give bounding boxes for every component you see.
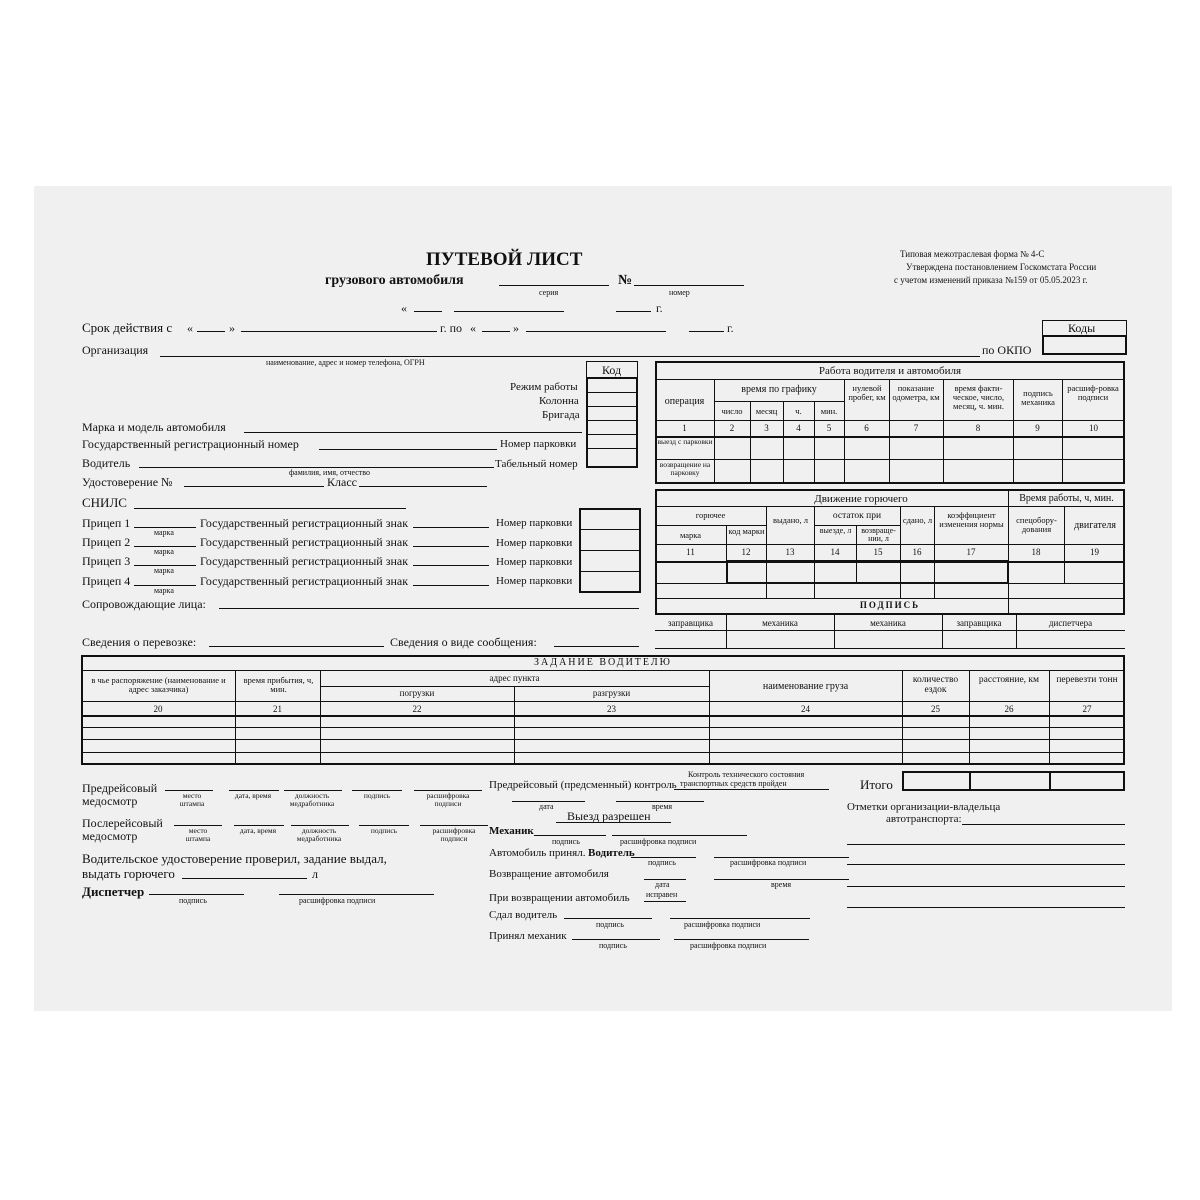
fuel-brand: марка	[679, 530, 702, 540]
car-accepted-label: Автомобиль принял.	[489, 847, 586, 859]
fuel-num: 18	[1031, 547, 1041, 557]
brand-model-label: Марка и модель автомобиля	[82, 420, 226, 434]
mechanic-decode-cap: расшифровка подписи	[620, 837, 697, 846]
sign-mechanic-1: механика	[762, 618, 798, 628]
task-line	[81, 701, 1125, 702]
kod-label: Код	[602, 363, 622, 377]
work-actual-time: время факти-ческое, число, месяц, ч. мин.	[952, 383, 1005, 411]
mechanic-decode[interactable]	[612, 835, 747, 836]
work-line	[655, 420, 1125, 421]
signatures-title: ПОДПИСЬ	[859, 600, 921, 610]
handed-driver-sign[interactable]	[564, 918, 652, 919]
dispatcher-decode-cap: расшифровка подписи	[299, 896, 376, 905]
trailer-3-park: Номер парковки	[496, 556, 573, 568]
task-line	[81, 752, 1125, 753]
okpo-box[interactable]	[1042, 335, 1127, 355]
car-accepted-sign-cap: подпись	[648, 858, 676, 867]
dispatcher-decode-field[interactable]	[279, 894, 434, 895]
work-line	[714, 401, 844, 402]
work-num: 10	[1089, 423, 1098, 433]
driver-label: Водитель	[82, 456, 131, 470]
post-med-cap-position: должность медработника	[296, 826, 342, 843]
sign-col	[726, 615, 727, 648]
fuel-engine: двигателя	[1074, 520, 1116, 531]
fuel-num: 14	[830, 547, 840, 557]
pre-control-date-cap: дата	[539, 802, 554, 811]
trailer-row-line	[579, 550, 641, 551]
task-num: 23	[607, 704, 616, 714]
validity-year-to: г. по	[440, 321, 462, 335]
task-line	[81, 715, 1125, 717]
column-label: Колонна	[539, 395, 579, 407]
work-table-title: Работа водителя и автомобиля	[818, 365, 962, 377]
task-line	[320, 686, 709, 687]
fuel-num: 11	[686, 547, 695, 557]
task-arrival: время прибытия, ч, мин.	[243, 675, 314, 694]
task-trips: количество ездок	[912, 675, 959, 695]
fuel-fuel: горючее	[695, 510, 726, 520]
validity-year-to-field[interactable]	[689, 331, 724, 332]
org-caption: наименование, адрес и номер телефона, ОГРН	[266, 358, 425, 367]
trailer-1-reg-field[interactable]	[413, 527, 489, 528]
accepted-mech-sign-cap: подпись	[599, 941, 627, 950]
work-zero-run: нулевой пробег, км	[848, 383, 886, 402]
escort-field[interactable]	[219, 608, 639, 609]
message-info-field[interactable]	[554, 646, 639, 647]
tech-control-field[interactable]	[674, 789, 829, 790]
license-check-1: Водительское удостоверение проверил, задание выдал,	[82, 851, 387, 866]
accepted-mech-decode[interactable]	[674, 939, 809, 940]
task-col	[235, 670, 236, 765]
form-note-2: Утверждена постановлением Госкомстата России	[906, 262, 1097, 272]
number-caption: номер	[669, 288, 690, 297]
snils-field[interactable]	[134, 508, 406, 509]
pre-control-time-cap: время	[652, 802, 673, 811]
mechanic-sign[interactable]	[534, 835, 606, 836]
trailer-1-brand-caption: марка	[154, 528, 174, 537]
exit-allowed: Выезд разрешен	[567, 809, 651, 823]
accepted-mech-decode-cap: расшифровка подписи	[690, 941, 767, 950]
task-line	[81, 739, 1125, 740]
work-schedule: время по графику	[741, 384, 817, 395]
trailer-4-park: Номер парковки	[496, 575, 573, 587]
trailer-row-line	[579, 571, 641, 572]
validity-quote-open-2: «	[470, 321, 476, 335]
trailer-4-reg: Государственный регистрационный знак	[200, 574, 409, 588]
work-num: 9	[1035, 423, 1040, 433]
fuel-num: 19	[1090, 547, 1099, 557]
mechanic-label: Механик	[489, 825, 534, 837]
brigade-label: Бригада	[542, 409, 580, 421]
fuel-num: 17	[966, 547, 976, 557]
date-month-field[interactable]	[454, 311, 564, 312]
owner-marks-2: автотранспорта:	[886, 813, 962, 825]
work-sub-month: месяц	[755, 406, 778, 416]
form-note-3: с учетом изменений приказа №159 от 05.05.2023 г.	[894, 275, 1088, 285]
total-label: Итого	[860, 777, 893, 792]
license-check-2: выдать горючего	[82, 866, 175, 881]
total-col	[969, 771, 971, 791]
exit-allowed-line	[556, 822, 671, 823]
task-num: 22	[412, 704, 422, 714]
trailer-4-reg-field[interactable]	[413, 585, 489, 586]
date-year-suffix: г.	[656, 301, 663, 315]
fuel-num: 13	[785, 547, 795, 557]
trailer-3-reg: Государственный регистрационный знак	[200, 554, 409, 568]
regime-row-line	[586, 392, 638, 393]
snils-label: СНИЛС	[82, 495, 127, 510]
work-row-exit: выезд с парковки	[657, 437, 713, 446]
tech-control-2: транспортных средств пройден	[680, 779, 787, 788]
fuel-special: спецобору-дования	[1016, 515, 1057, 534]
pre-med-cap-position: должность медработника	[289, 791, 335, 808]
work-decode: расшиф-ровка подписи	[1067, 383, 1119, 402]
fuel-line	[655, 544, 1125, 545]
fuel-data-frame	[726, 560, 1009, 584]
regime-label: Режим работы	[510, 381, 578, 393]
task-tons: перевезти тонн	[1056, 675, 1118, 685]
sign-mechanic-2: механика	[870, 618, 906, 628]
trailer-1-park: Номер парковки	[496, 517, 573, 529]
fuel-line	[655, 506, 1125, 507]
escort-label: Сопровождающие лица:	[82, 597, 206, 611]
handed-driver-sign-cap: подпись	[596, 920, 624, 929]
reg-number-field[interactable]	[319, 449, 497, 450]
validity-quote-close: »	[229, 321, 235, 335]
task-customer: в чье распоряжение (наименование и адрес заказчика)	[91, 675, 226, 694]
work-num: 8	[975, 423, 981, 433]
task-num: 26	[1004, 704, 1014, 714]
pre-med-cap-stamp: место штампа	[179, 791, 205, 808]
number-field[interactable]	[634, 285, 744, 286]
work-operation: операция	[664, 396, 705, 407]
date-day-field[interactable]	[414, 311, 442, 312]
form-subtitle: грузового автомобиля	[325, 273, 464, 288]
fuel-table-title: Движение горючего	[814, 493, 908, 505]
sign-fueler-1: заправщика	[668, 618, 713, 628]
task-line	[81, 727, 1125, 728]
dispatcher-sign-field[interactable]	[149, 894, 244, 895]
license-label: Удостоверение №	[82, 475, 173, 489]
trailer-3-reg-field[interactable]	[413, 565, 489, 566]
work-num: 6	[864, 423, 869, 433]
trailer-2-reg: Государственный регистрационный знак	[200, 535, 409, 549]
regime-row-line	[586, 434, 638, 435]
pre-med-cap-decode: расшифровка подписи	[426, 791, 470, 808]
handed-driver-label: Сдал водитель	[489, 909, 558, 921]
sign-col	[1016, 615, 1017, 648]
task-num: 25	[931, 704, 940, 714]
task-cargo: наименование груза	[762, 681, 849, 692]
total-box[interactable]	[902, 771, 1125, 791]
validity-label: Срок действия с	[82, 320, 173, 335]
park-number-label: Номер парковки	[500, 438, 577, 450]
sign-col	[834, 615, 835, 648]
post-med-label-1: Послерейсовый	[82, 816, 163, 830]
fuel-handed: сдано, л	[902, 515, 933, 525]
work-line	[655, 459, 1125, 460]
sign-col	[942, 615, 943, 648]
post-med-label-2: медосмотр	[82, 829, 138, 843]
trailer-row-line	[579, 529, 641, 530]
task-distance: расстояние, км	[978, 675, 1040, 685]
series-caption: серия	[539, 288, 559, 297]
reg-number-label: Государственный регистрационный номер	[82, 437, 299, 451]
work-line	[655, 436, 1125, 438]
task-col	[320, 670, 321, 765]
number-sign: №	[618, 273, 633, 288]
regime-row-line	[586, 448, 638, 449]
handed-driver-decode[interactable]	[670, 918, 810, 919]
fuel-out: выезде, л	[819, 526, 852, 535]
work-mech-sign: подпись механика	[1021, 388, 1055, 407]
post-med-cap-decode: расшифровка подписи	[432, 826, 476, 843]
transport-info-label: Сведения о перевозке:	[82, 635, 197, 649]
task-address: адрес пункта	[489, 673, 540, 683]
owner-marks-line[interactable]	[847, 907, 1125, 908]
car-return-label: Возвращение автомобиля	[489, 868, 609, 880]
tech-control-1: Контроль технического состояния	[688, 770, 805, 779]
fuel-num: 15	[873, 547, 883, 557]
owner-marks-line[interactable]	[962, 824, 1125, 825]
regime-code-box[interactable]	[586, 377, 638, 468]
serviceable-cap: исправен	[646, 890, 678, 899]
mechanic-sign-cap: подпись	[552, 837, 580, 846]
validity-quote-close-2: »	[513, 321, 519, 335]
pre-control-label: Предрейсовый (предсменный) контроль	[489, 779, 677, 791]
post-med-cap-sign: подпись	[370, 826, 398, 835]
post-med-cap-date: дата, время	[239, 826, 277, 835]
owner-marks-line[interactable]	[847, 844, 1125, 845]
validity-day-to[interactable]	[482, 331, 510, 332]
date-quote: «	[401, 301, 407, 315]
trailer-2-brand-caption: марка	[154, 547, 174, 556]
validity-month-to[interactable]	[526, 331, 666, 332]
fuel-ret: возвраще-нии, л	[861, 526, 896, 544]
car-accepted-driver: Водитель	[588, 847, 635, 859]
org-field[interactable]	[160, 356, 980, 357]
fuel-issued: выдано, л	[772, 515, 809, 525]
message-info-label: Сведения о виде сообщения:	[390, 635, 537, 649]
validity-quote-open: «	[187, 321, 193, 335]
validity-day-from[interactable]	[197, 331, 225, 332]
dispatcher-label: Диспетчер	[82, 884, 145, 899]
transport-info-field[interactable]	[209, 646, 384, 647]
regime-row-line	[586, 406, 638, 407]
sign-dispatcher: диспетчера	[1048, 618, 1093, 628]
sign-line	[655, 630, 1125, 631]
task-num: 27	[1082, 704, 1092, 714]
brand-model-field[interactable]	[244, 432, 582, 433]
fuel-line	[655, 598, 1125, 599]
date-year-field[interactable]	[616, 311, 651, 312]
car-return-time-cap: время	[771, 880, 792, 889]
work-num: 2	[729, 423, 735, 433]
series-field[interactable]	[499, 285, 609, 286]
work-line	[655, 379, 1125, 380]
waybill-sheet	[34, 186, 1172, 1011]
total-col	[1049, 771, 1051, 791]
work-num: 3	[764, 423, 769, 433]
owner-marks-line[interactable]	[847, 886, 1125, 887]
accepted-mech-label: Принял механик	[489, 930, 567, 942]
trailer-4-brand-caption: марка	[154, 586, 174, 595]
fuel-num: 16	[912, 547, 922, 557]
trailer-3-label: Прицеп 3	[82, 554, 131, 568]
task-loading: погрузки	[399, 688, 435, 698]
task-num: 21	[273, 704, 282, 714]
sign-fueler-2: заправщика	[956, 618, 1002, 628]
tab-number-label: Табельный номер	[495, 458, 578, 470]
trailer-3-brand-caption: марка	[154, 566, 174, 575]
work-odometer: показание одометра, км	[892, 383, 940, 402]
task-table-title: ЗАДАНИЕ ВОДИТЕЛЮ	[534, 657, 672, 668]
license-field[interactable]	[184, 486, 324, 487]
work-num: 4	[796, 423, 801, 433]
handed-driver-decode-cap: расшифровка подписи	[684, 920, 761, 929]
car-accepted-decode-cap: расшифровка подписи	[730, 858, 807, 867]
work-num: 7	[913, 423, 919, 433]
task-num: 20	[153, 704, 163, 714]
fuel-worktime: Время работы, ч, мин.	[1019, 493, 1114, 504]
fuel-coef: коэффициент изменения нормы	[939, 510, 1004, 529]
pre-med-label-2: медосмотр	[82, 794, 138, 808]
pre-med-cap-date: дата, время	[234, 791, 272, 800]
work-sub-min: мин.	[820, 406, 838, 416]
fuel-num: 12	[741, 547, 751, 557]
work-row-return: возвращение на парковку	[659, 460, 711, 477]
trailer-2-label: Прицеп 2	[82, 535, 131, 549]
trailer-1-reg: Государственный регистрационный знак	[200, 516, 409, 530]
owner-marks-1: Отметки организации-владельца	[847, 801, 1001, 813]
pre-med-cap-sign: подпись	[363, 791, 391, 800]
driver-caption: фамилия, имя, отчество	[289, 468, 370, 477]
codes-title: Коды	[1068, 321, 1096, 335]
form-title: ПУТЕВОЙ ЛИСТ	[426, 249, 583, 270]
accepted-mech-sign[interactable]	[572, 939, 660, 940]
class-field[interactable]	[359, 486, 487, 487]
liters-label: л	[312, 867, 318, 881]
work-sub-hour: ч.	[795, 406, 802, 416]
work-num: 5	[826, 423, 832, 433]
regime-row-line	[586, 420, 638, 421]
work-num: 1	[682, 423, 687, 433]
fuel-remain: остаток при	[832, 511, 882, 521]
trailer-2-park: Номер парковки	[496, 537, 573, 549]
fuel-code: код марки	[728, 526, 765, 536]
car-return-date-cap: дата	[655, 880, 670, 889]
post-med-cap-stamp: место штампа	[185, 826, 211, 843]
okpo-label: по ОКПО	[982, 343, 1032, 357]
task-num: 24	[801, 704, 810, 714]
work-sub-day: число	[721, 406, 743, 416]
owner-marks-line[interactable]	[847, 864, 1125, 865]
validity-month-from[interactable]	[241, 331, 429, 332]
trailer-1-label: Прицеп 1	[82, 516, 131, 530]
dispatcher-sign-cap: подпись	[179, 896, 207, 905]
class-label: Класс	[327, 475, 357, 489]
org-label: Организация	[82, 343, 149, 357]
fuel-issue-field[interactable]	[182, 878, 307, 879]
trailer-4-label: Прицеп 4	[82, 574, 131, 588]
on-return-label: При возвращении автомобиль	[489, 892, 630, 904]
on-return-field[interactable]	[644, 901, 686, 902]
pre-med-label-1: Предрейсовый	[82, 781, 158, 795]
validity-year-from[interactable]	[402, 331, 437, 332]
validity-year-end: г.	[727, 321, 734, 335]
form-note-1: Типовая межотраслевая форма № 4-С	[900, 249, 1045, 259]
task-unloading: разгрузки	[592, 688, 631, 698]
trailer-2-reg-field[interactable]	[413, 546, 489, 547]
sign-line	[655, 648, 1125, 649]
